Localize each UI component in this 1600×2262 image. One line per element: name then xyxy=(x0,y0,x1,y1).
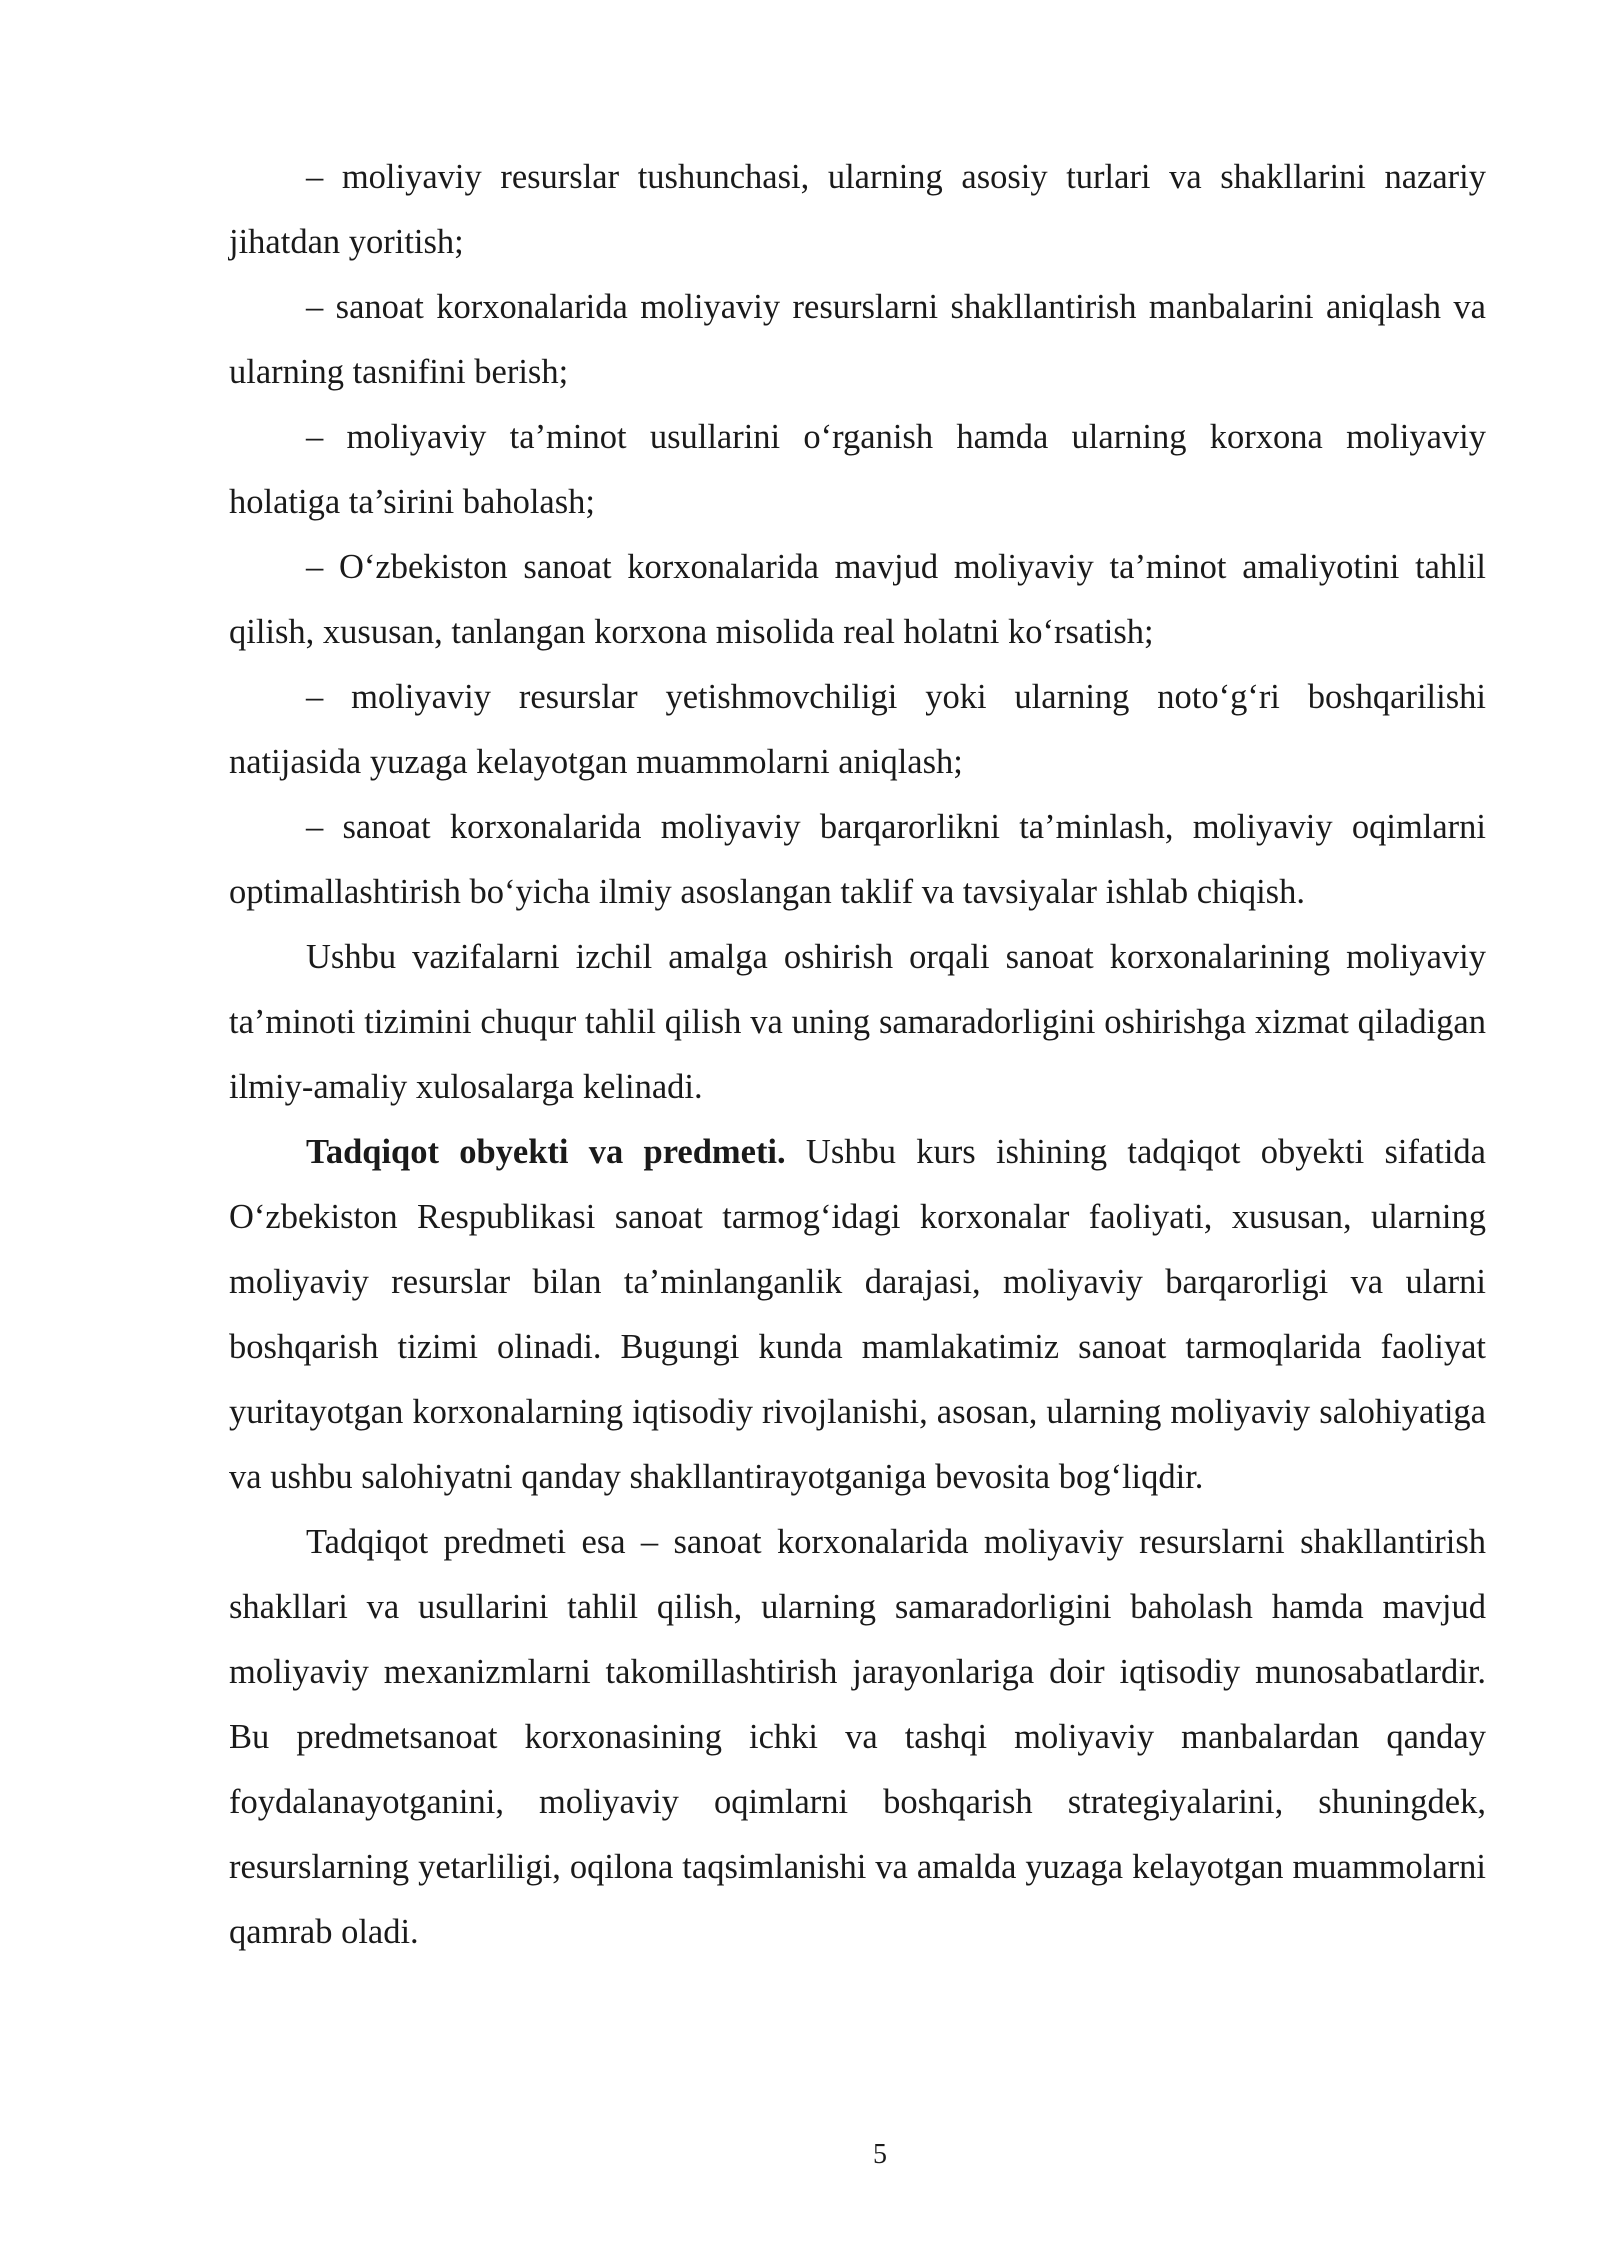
paragraph-summary xyxy=(229,925,1486,1120)
paragraph-research-object xyxy=(229,1120,1486,1510)
paragraph-task-methods xyxy=(229,405,1486,535)
paragraph-text: – moliyaviy resurslar yetishmovchiligi yoki ularning noto‘g‘ri boshqarilishi natijasida yuzaga kelayotgan muammolarni aniqlash; xyxy=(229,678,1486,781)
paragraph-text: – moliyaviy resurslar tushunchasi, ularning asosiy turlari va shakllarini nazariy jihatdan yoritish; xyxy=(229,158,1486,261)
paragraph-text: Ushbu vazifalarni izchil amalga oshirish orqali sanoat korxonalarining moliyaviy ta’minoti tizimini chuqur tahlil qilish va uning samaradorligini oshirishga xizmat qiladigan ilmiy-amaliy xulosalarga kelinadi. xyxy=(229,938,1486,1106)
paragraph-research-subject xyxy=(229,1510,1486,1965)
page-number: 5 xyxy=(873,2139,887,2170)
page-content xyxy=(229,145,1486,1965)
paragraph-task-theory xyxy=(229,145,1486,275)
paragraph-text: Tadqiqot predmeti esa – sanoat korxonalarida moliyaviy resurslarni shakllantirish shakllari va usullarini tahlil qilish, ularning samaradorligini baholash hamda mavjud moliyaviy mexanizmlarni takomillashtirish jarayonlariga doir iqtisodiy munosabatlardir. Bu predmetsanoat korxonasining ichki va tashqi moliyaviy manbalardan qanday foydalanayotganini, moliyaviy oqimlarni boshqarish strategiyalarini, shuningdek, resurslarning yetarliligi, oqilona taqsimlanishi va amalda yuzaga kelayotgan muammolarni qamrab oladi. xyxy=(229,1523,1486,1951)
paragraph-text: – sanoat korxonalarida moliyaviy resurslarni shakllantirish manbalarini aniqlash va ularning tasnifini berish; xyxy=(229,288,1486,391)
paragraph-text: Ushbu kurs ishining tadqiqot obyekti sifatida O‘zbekiston Respublikasi sanoat tarmog‘idagi korxonalar faoliyati, xususan, ularning moliyaviy resurslar bilan ta’minlanganlik darajasi, moliyaviy barqarorligi va ularni boshqarish tizimi olinadi. Bugungi kunda mamlakatimiz sanoat tarmoqlarida faoliyat yuritayotgan korxonalarning iqtisodiy rivojlanishi, asosan, ularning moliyaviy salohiyatiga va ushbu salohiyatni qanday shakllantirayotganiga bevosita bog‘liqdir. xyxy=(229,1133,1486,1496)
paragraph-task-recommendations xyxy=(229,795,1486,925)
paragraph-text: – sanoat korxonalarida moliyaviy barqarorlikni ta’minlash, moliyaviy oqimlarni optimallashtirish bo‘yicha ilmiy asoslangan taklif va tavsiyalar ishlab chiqish. xyxy=(229,808,1486,911)
paragraph-text: – O‘zbekiston sanoat korxonalarida mavjud moliyaviy ta’minot amaliyotini tahlil qilish, xususan, tanlangan korxona misolida real holatni ko‘rsatish; xyxy=(229,548,1486,651)
paragraph-text: – moliyaviy ta’minot usullarini o‘rganish hamda ularning korxona moliyaviy holatiga ta’sirini baholash; xyxy=(229,418,1486,521)
paragraph-lead: Tadqiqot obyekti va predmeti. xyxy=(306,1133,786,1171)
paragraph-task-practice xyxy=(229,535,1486,665)
paragraph-task-problems xyxy=(229,665,1486,795)
paragraph-task-sources xyxy=(229,275,1486,405)
